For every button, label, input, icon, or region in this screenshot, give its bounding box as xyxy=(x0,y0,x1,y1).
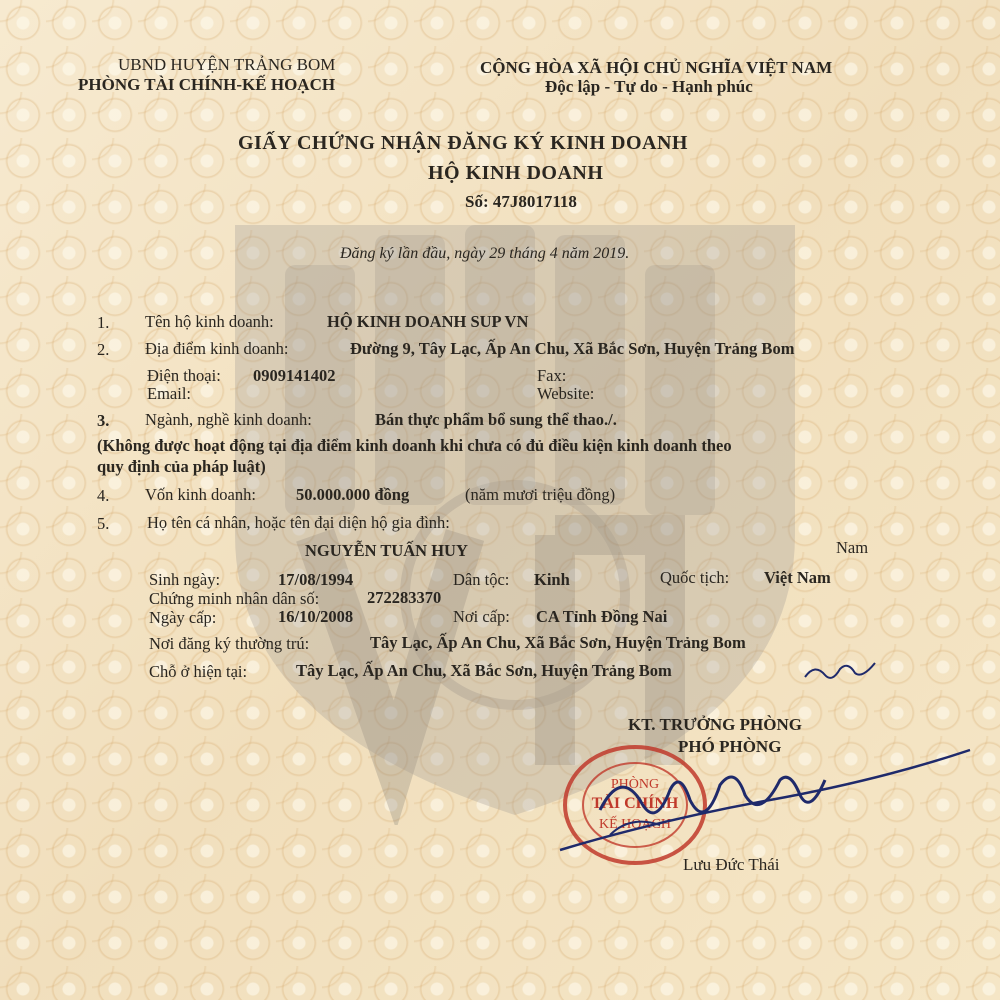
business-sector-label: Ngành, nghề kinh doanh: xyxy=(145,410,312,429)
item-number: 3. xyxy=(97,411,110,430)
national-title: CỘNG HÒA XÃ HỘI CHỦ NGHĨA VIỆT NAM xyxy=(480,58,833,77)
seal-text-2: TÀI CHÍNH xyxy=(591,795,679,812)
id-number-value: 272283370 xyxy=(367,588,442,607)
ethnicity-value: Kinh xyxy=(534,570,570,589)
dob-label: Sinh ngày: xyxy=(149,570,221,589)
certificate-subtitle: HỘ KINH DOANH xyxy=(428,162,604,184)
certificate-title: GIẤY CHỨNG NHẬN ĐĂNG KÝ KINH DOANH xyxy=(238,132,688,154)
issue-place-value: CA Tỉnh Đồng Nai xyxy=(536,607,668,626)
capital-in-words: (năm mươi triệu đồng) xyxy=(465,485,616,504)
national-motto: Độc lập - Tự do - Hạnh phúc xyxy=(545,77,753,96)
nationality-label: Quốc tịch: xyxy=(660,568,730,587)
signatory-title: KT. TRƯỞNG PHÒNG xyxy=(628,715,802,734)
phone-label: Điện thoại: xyxy=(147,366,221,385)
item-number: 4. xyxy=(97,486,110,505)
signatory-position: PHÓ PHÒNG xyxy=(678,737,782,756)
phone-value: 0909141402 xyxy=(253,366,336,385)
business-name-value: HỘ KINH DOANH SUP VN xyxy=(327,312,529,331)
owner-gender: Nam xyxy=(836,538,869,557)
issue-place-label: Nơi cấp: xyxy=(453,607,510,626)
current-residence-label: Chỗ ở hiện tại: xyxy=(149,662,248,681)
seal-text-3: KẾ HOẠCH xyxy=(599,817,671,832)
registration-date: Đăng ký lần đầu, ngày 29 tháng 4 năm 2019. xyxy=(340,245,630,262)
current-residence-value: Tây Lạc, Ấp An Chu, Xã Bắc Sơn, Huyện Trảng Bom xyxy=(296,661,672,680)
item-number: 5. xyxy=(97,514,110,533)
nationality-value: Việt Nam xyxy=(764,568,831,587)
issuer-district: UBND HUYỆN TRẢNG BOM xyxy=(118,55,336,74)
id-number-label: Chứng minh nhân dân số: xyxy=(149,589,320,608)
business-address-label: Địa điểm kinh doanh: xyxy=(145,339,289,358)
owner-full-name: NGUYỄN TUẤN HUY xyxy=(305,541,468,560)
certificate-number: Số: 47J8017118 xyxy=(465,192,577,211)
website-label: Website: xyxy=(537,384,595,403)
handwritten-signature-icon xyxy=(540,740,980,870)
item-number: 2. xyxy=(97,340,110,359)
business-name-label: Tên hộ kinh doanh: xyxy=(145,312,274,331)
capital-label: Vốn kinh doanh: xyxy=(145,485,256,504)
permanent-residence-value: Tây Lạc, Ấp An Chu, Xã Bắc Sơn, Huyện Trảng Bom xyxy=(370,633,746,652)
issuer-department: PHÒNG TÀI CHÍNH-KẾ HOẠCH xyxy=(78,75,336,94)
initials-mark-icon xyxy=(800,655,880,685)
legal-note-line2: quy định của pháp luật) xyxy=(97,457,266,476)
issue-date-value: 16/10/2008 xyxy=(278,607,354,626)
owner-label: Họ tên cá nhân, hoặc tên đại diện hộ gia đình: xyxy=(147,513,450,532)
ethnicity-label: Dân tộc: xyxy=(453,570,510,589)
signatory-name: Lưu Đức Thái xyxy=(683,855,780,874)
legal-note-line1: (Không được hoạt động tại địa điểm kinh doanh khi chưa có đủ điều kiện kinh doanh theo xyxy=(97,436,732,455)
seal-text-1: PHÒNG xyxy=(610,777,660,792)
issue-date-label: Ngày cấp: xyxy=(149,608,217,627)
email-label: Email: xyxy=(147,384,191,403)
business-sector-value: Bán thực phẩm bổ sung thể thao./. xyxy=(375,410,617,429)
capital-value: 50.000.000 đồng xyxy=(296,485,410,504)
dob-value: 17/08/1994 xyxy=(278,570,354,589)
item-number: 1. xyxy=(97,313,110,332)
fax-label: Fax: xyxy=(537,366,567,385)
permanent-residence-label: Nơi đăng ký thường trú: xyxy=(149,634,310,653)
business-address-value: Đường 9, Tây Lạc, Ấp An Chu, Xã Bắc Sơn, Huyện Trảng Bom xyxy=(350,339,795,358)
